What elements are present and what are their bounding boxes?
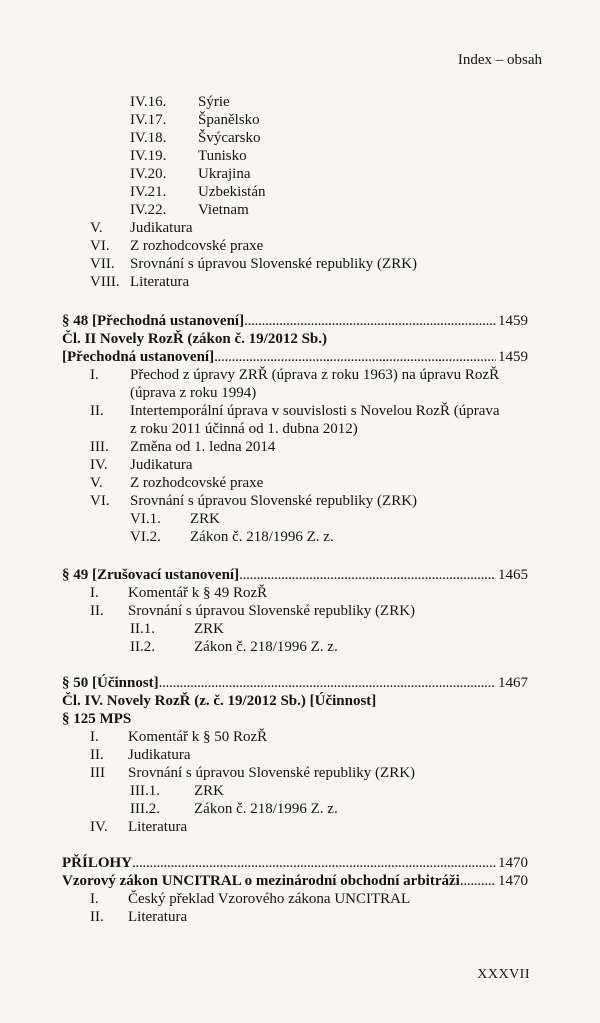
toc-entry-number: III.1. — [130, 783, 160, 799]
toc-entry — [90, 366, 499, 384]
toc-entry-title: Komentář k § 50 RozŘ — [128, 729, 268, 745]
toc-entry — [130, 129, 261, 147]
toc-entry-number: IV.16. — [130, 94, 167, 110]
dot-leader — [244, 312, 496, 330]
toc-entry-number: VI.1. — [130, 511, 161, 527]
toc-entry — [90, 438, 275, 456]
toc-entry-number: IV. — [90, 457, 108, 473]
toc-entry-number: VIII. — [90, 274, 120, 290]
section-50-title: § 50 [Účinnost] — [62, 675, 159, 691]
toc-entry-number: V. — [90, 220, 103, 236]
toc-entry-number: I. — [90, 729, 99, 745]
transitional-provisions-title: [Přechodná ustanovení] — [62, 349, 215, 365]
toc-entry-title: Zákon č. 218/1996 Z. z. — [194, 801, 338, 817]
toc-entry — [130, 638, 338, 656]
appendices-page: 1470 — [498, 855, 528, 871]
section-49[interactable] — [62, 566, 528, 584]
dot-leader — [214, 348, 496, 366]
section-49-title: § 49 [Zrušovací ustanovení] — [62, 567, 240, 583]
toc-entry — [90, 219, 192, 237]
toc-entry-number: IV. — [90, 819, 108, 835]
transitional-provisions-page: 1459 — [498, 349, 528, 365]
toc-entry-number: II. — [90, 603, 104, 619]
toc-entry-title: Literatura — [130, 274, 190, 290]
toc-entry — [130, 800, 338, 818]
toc-entry-number: V. — [90, 475, 103, 491]
toc-entry-title: Přechod z úpravy ZRŘ (úprava z roku 1963) na úpravu RozŘ — [130, 367, 500, 383]
toc-entry-title: Sýrie — [198, 94, 230, 110]
toc-entry-number: VI. — [90, 238, 110, 254]
toc-entry — [90, 456, 192, 474]
toc-entry-number: II.1. — [130, 621, 155, 637]
dot-leader — [460, 872, 496, 890]
toc-entry-title: Intertemporální úprava v souvislosti s Novelou RozŘ (úprava — [130, 403, 500, 419]
toc-entry — [90, 402, 500, 420]
toc-entry-title: Srovnání s úpravou Slovenské republiky (ZRK) — [128, 765, 416, 781]
toc-entry — [130, 111, 260, 129]
toc-entry-title: Literatura — [128, 819, 188, 835]
toc-entry-title: ZRK — [194, 621, 224, 637]
toc-entry-number: VI.2. — [130, 529, 161, 545]
toc-entry — [90, 764, 415, 782]
appendices[interactable] — [62, 854, 528, 872]
toc-entry-title: Španělsko — [198, 112, 260, 128]
toc-entry-number: II. — [90, 747, 104, 763]
toc-entry — [130, 201, 249, 219]
toc-entry-number: I. — [90, 367, 99, 383]
toc-entry-number: IV.17. — [130, 112, 167, 128]
toc-entry — [90, 602, 415, 620]
toc-entry-title: Švýcarsko — [198, 130, 261, 146]
toc-entry-title: Judikatura — [130, 220, 193, 236]
toc-entry — [90, 492, 417, 510]
toc-entry-number: II.2. — [130, 639, 155, 655]
toc-entry — [90, 890, 410, 908]
toc-entry-title: Komentář k § 49 RozŘ — [128, 585, 268, 601]
toc-entry-title-continued: (úprava z roku 1994) — [130, 385, 257, 401]
toc-entry — [130, 183, 265, 201]
page-number: XXXVII — [477, 967, 530, 982]
section-49-page: 1465 — [498, 567, 528, 583]
toc-entry-title: Změna od 1. ledna 2014 — [130, 439, 276, 455]
toc-entry-number: IV.18. — [130, 130, 167, 146]
toc-entry-title: ZRK — [190, 511, 220, 527]
toc-entry-title: Z rozhodcovské praxe — [130, 475, 264, 491]
toc-entry-title: Tunisko — [198, 148, 247, 164]
toc-entry-number: III.2. — [130, 801, 160, 817]
toc-entry — [90, 908, 187, 926]
section-48[interactable] — [62, 312, 528, 330]
toc-entry-title: Český překlad Vzorového zákona UNCITRAL — [128, 891, 411, 907]
toc-entry-number: II. — [90, 403, 104, 419]
toc-entry — [130, 620, 224, 638]
toc-entry — [130, 528, 334, 546]
toc-entry — [90, 237, 263, 255]
toc-entry-title: Uzbekistán — [198, 184, 266, 200]
toc-entry — [90, 273, 189, 291]
toc-entry-title: Literatura — [128, 909, 188, 925]
toc-entry-number: I. — [90, 891, 99, 907]
toc-entry — [90, 818, 187, 836]
running-header: Index – obsah — [457, 52, 542, 68]
toc-entry-title: Srovnání s úpravou Slovenské republiky (ZRK) — [130, 493, 418, 509]
toc-entry — [130, 147, 247, 165]
toc-entry-title: Zákon č. 218/1996 Z. z. — [194, 639, 338, 655]
toc-entry-title: Zákon č. 218/1996 Z. z. — [190, 529, 334, 545]
toc-entry — [130, 93, 230, 111]
toc-entry-title: Vietnam — [198, 202, 249, 218]
toc-entry — [130, 510, 220, 528]
toc-entry-title: Srovnání s úpravou Slovenské republiky (ZRK) — [130, 256, 418, 272]
dot-leader — [132, 854, 496, 872]
section-50-page: 1467 — [498, 675, 528, 691]
toc-entry-title: Z rozhodcovské praxe — [130, 238, 264, 254]
toc-entry-number: III — [90, 765, 105, 781]
toc-entry-title: Judikatura — [128, 747, 191, 763]
toc-entry-number: VI. — [90, 493, 110, 509]
uncitral-model-law-title: Vzorový zákon UNCITRAL o mezinárodní obchodní arbitráži — [62, 873, 460, 889]
toc-entry-title-continued: z roku 2011 účinná od 1. dubna 2012) — [130, 421, 358, 437]
toc-entry — [90, 746, 190, 764]
toc-entry-number: IV.20. — [130, 166, 167, 182]
appendices-title: PŘÍLOHY — [62, 855, 133, 871]
toc-entry-title: Judikatura — [130, 457, 193, 473]
toc-entry-number: IV.22. — [130, 202, 167, 218]
uncitral-model-law-page: 1470 — [498, 873, 528, 889]
dot-leader — [159, 674, 496, 692]
toc-entry — [90, 255, 417, 273]
toc-entry-number: IV.19. — [130, 148, 167, 164]
toc-entry — [130, 782, 224, 800]
toc-entry-title: Ukrajina — [198, 166, 251, 182]
section-48-title: § 48 [Přechodná ustanovení] — [62, 313, 245, 329]
toc-entry-title: ZRK — [194, 783, 224, 799]
section-50[interactable] — [62, 674, 528, 692]
transitional-provisions[interactable] — [62, 348, 528, 366]
toc-entry — [90, 474, 263, 492]
dot-leader — [239, 566, 496, 584]
toc-entry-number: III. — [90, 439, 109, 455]
toc-entry — [90, 728, 267, 746]
toc-entry-number: IV.21. — [130, 184, 167, 200]
section-125-mps: § 125 MPS — [62, 711, 132, 727]
article-iv-heading: Čl. IV. Novely RozŘ (z. č. 19/2012 Sb.) [Účinnost] — [62, 693, 377, 709]
toc-entry — [130, 165, 250, 183]
toc-entry-number: II. — [90, 909, 104, 925]
toc-entry — [90, 584, 267, 602]
toc-entry-title: Srovnání s úpravou Slovenské republiky (ZRK) — [128, 603, 416, 619]
article-ii-heading: Čl. II Novely RozŘ (zákon č. 19/2012 Sb.) — [62, 331, 327, 347]
toc-entry-number: I. — [90, 585, 99, 601]
toc-entry-number: VII. — [90, 256, 115, 272]
uncitral-model-law[interactable] — [62, 872, 528, 890]
section-48-page: 1459 — [498, 313, 528, 329]
